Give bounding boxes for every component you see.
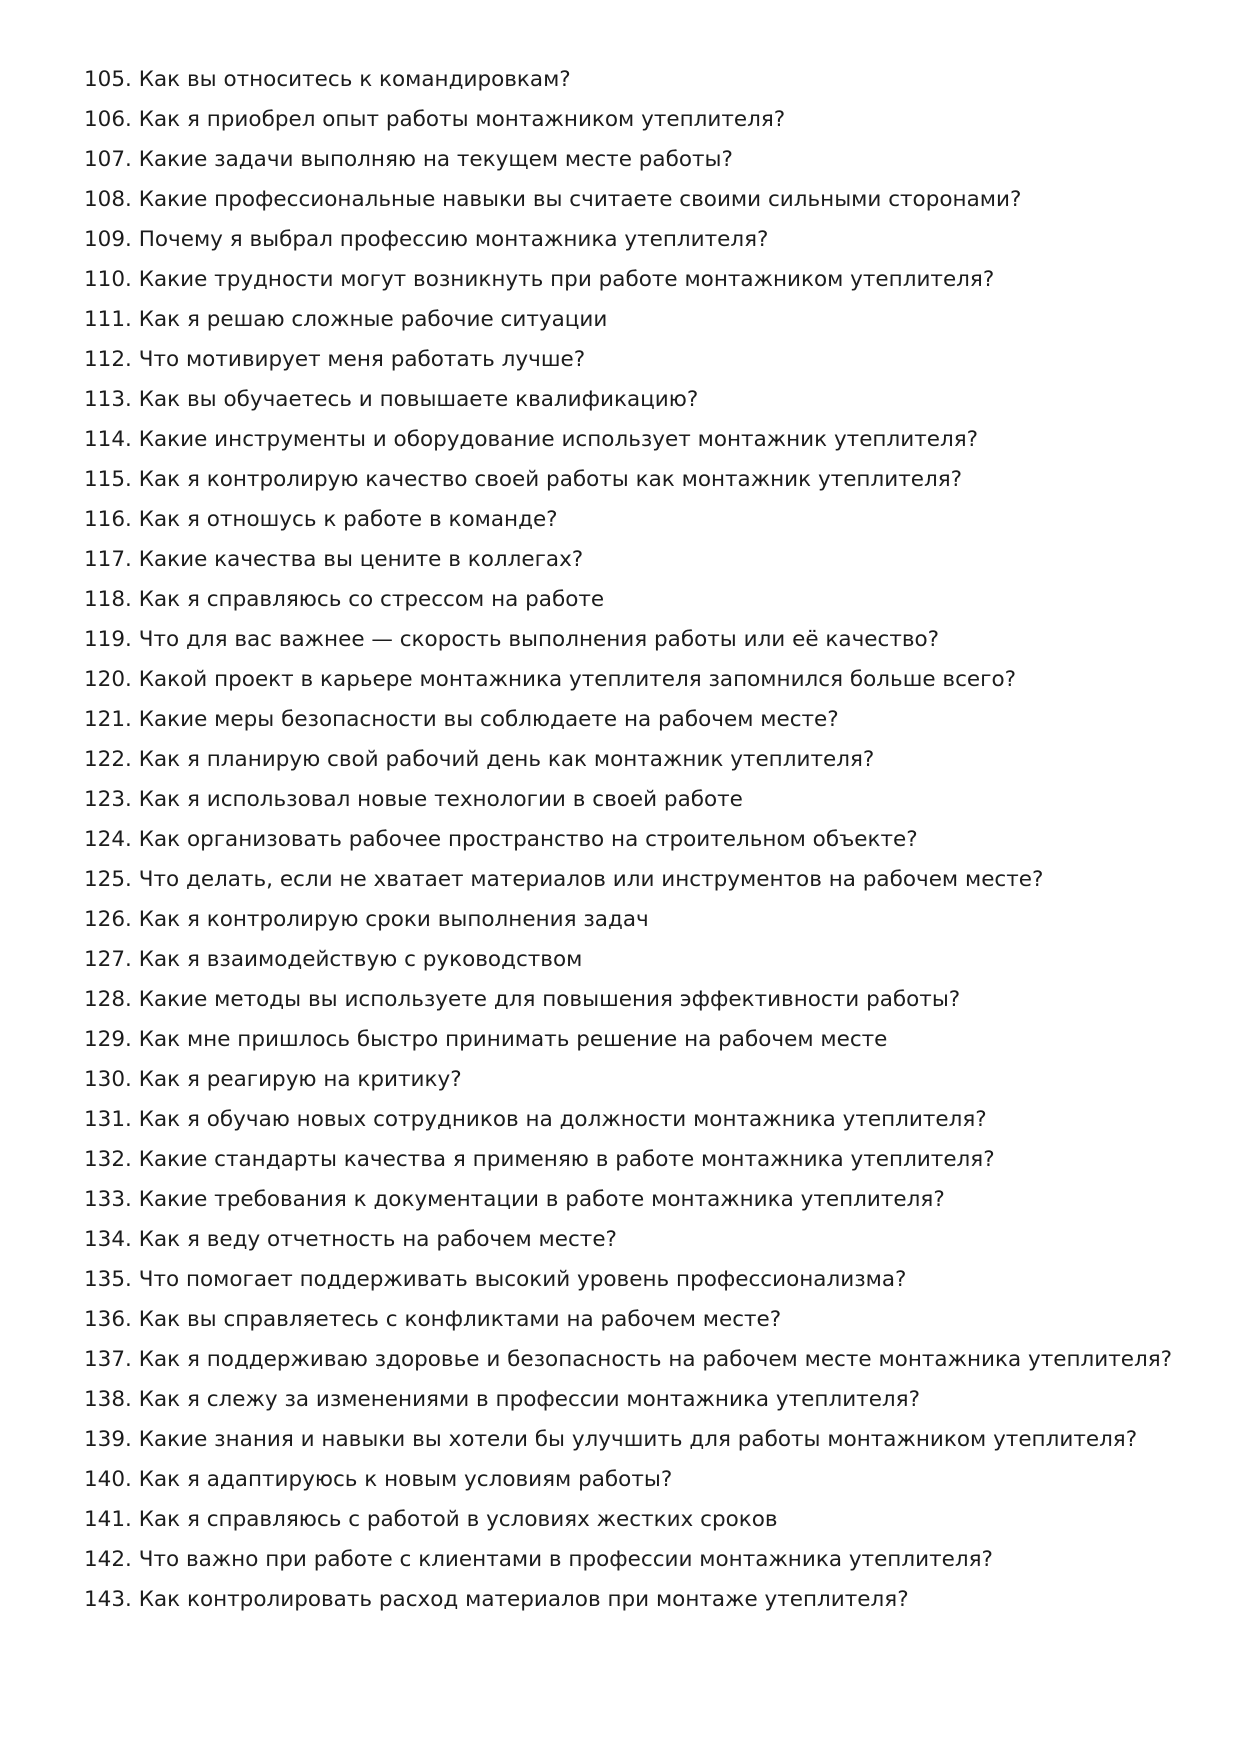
- list-item: 129. Как мне пришлось быстро принимать решение на рабочем месте: [84, 1027, 888, 1052]
- list-item: 123. Как я использовал новые технологии в своей работе: [84, 787, 743, 812]
- list-item: 115. Как я контролирую качество своей работы как монтажник утеплителя?: [84, 467, 963, 492]
- list-item: 127. Как я взаимодействую с руководством: [84, 947, 583, 972]
- list-item: 141. Как я справляюсь с работой в условиях жестких сроков: [84, 1507, 778, 1532]
- list-item: 138. Как я слежу за изменениями в профессии монтажника утеплителя?: [84, 1387, 921, 1412]
- list-item: 110. Какие трудности могут возникнуть при работе монтажником утеплителя?: [84, 267, 995, 292]
- list-item: 131. Как я обучаю новых сотрудников на должности монтажника утеплителя?: [84, 1107, 987, 1132]
- list-item: 118. Как я справляюсь со стрессом на работе: [84, 587, 605, 612]
- list-item: 106. Как я приобрел опыт работы монтажником утеплителя?: [84, 107, 786, 132]
- list-item: 120. Какой проект в карьере монтажника утеплителя запомнился больше всего?: [84, 667, 1017, 692]
- list-item: 136. Как вы справляетесь с конфликтами на рабочем месте?: [84, 1307, 782, 1332]
- list-item: 109. Почему я выбрал профессию монтажника утеплителя?: [84, 227, 769, 252]
- list-item: 114. Какие инструменты и оборудование использует монтажник утеплителя?: [84, 427, 979, 452]
- list-item: 134. Как я веду отчетность на рабочем месте?: [84, 1227, 617, 1252]
- list-item: 121. Какие меры безопасности вы соблюдаете на рабочем месте?: [84, 707, 839, 732]
- list-item: 126. Как я контролирую сроки выполнения задач: [84, 907, 649, 932]
- list-item: 137. Как я поддерживаю здоровье и безопасность на рабочем месте монтажника утеплителя?: [84, 1347, 1173, 1372]
- list-item: 116. Как я отношусь к работе в команде?: [84, 507, 558, 532]
- list-item: 128. Какие методы вы используете для повышения эффективности работы?: [84, 987, 961, 1012]
- list-item: 108. Какие профессиональные навыки вы считаете своими сильными сторонами?: [84, 187, 1022, 212]
- list-item: 105. Как вы относитесь к командировкам?: [84, 67, 571, 92]
- list-item: 107. Какие задачи выполняю на текущем месте работы?: [84, 147, 733, 172]
- question-list: [84, 60, 1174, 1620]
- list-item: 113. Как вы обучаетесь и повышаете квалификацию?: [84, 387, 699, 412]
- list-item: 135. Что помогает поддерживать высокий уровень профессионализма?: [84, 1267, 907, 1292]
- list-item: 132. Какие стандарты качества я применяю в работе монтажника утеплителя?: [84, 1147, 995, 1172]
- list-item: 111. Как я решаю сложные рабочие ситуации: [84, 307, 608, 332]
- list-item: 124. Как организовать рабочее пространство на строительном объекте?: [84, 827, 918, 852]
- list-item: 122. Как я планирую свой рабочий день как монтажник утеплителя?: [84, 747, 875, 772]
- list-item: 117. Какие качества вы цените в коллегах?: [84, 547, 584, 572]
- list-item: 130. Как я реагирую на критику?: [84, 1067, 462, 1092]
- list-item: 143. Как контролировать расход материалов при монтаже утеплителя?: [84, 1587, 909, 1612]
- list-item: 133. Какие требования к документации в работе монтажника утеплителя?: [84, 1187, 945, 1212]
- list-item: 142. Что важно при работе с клиентами в профессии монтажника утеплителя?: [84, 1547, 993, 1572]
- list-item: 139. Какие знания и навыки вы хотели бы улучшить для работы монтажником утеплителя?: [84, 1427, 1138, 1452]
- list-item: 140. Как я адаптируюсь к новым условиям работы?: [84, 1467, 673, 1492]
- list-item: 119. Что для вас важнее — скорость выполнения работы или её качество?: [84, 627, 940, 652]
- list-item: 125. Что делать, если не хватает материалов или инструментов на рабочем месте?: [84, 867, 1044, 892]
- list-item: 112. Что мотивирует меня работать лучше?: [84, 347, 586, 372]
